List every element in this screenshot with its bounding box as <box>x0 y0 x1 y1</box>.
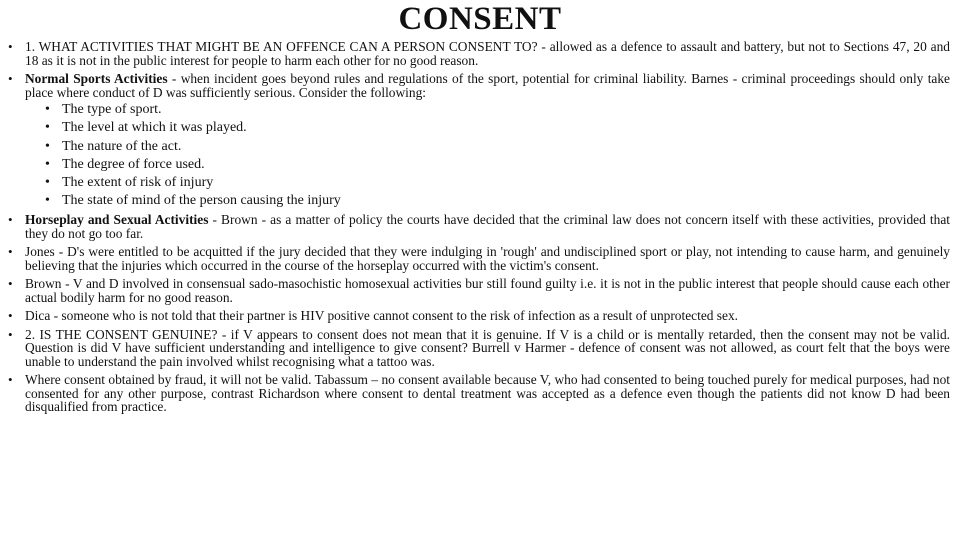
bullet-item: • Brown - V and D involved in consensual sado-masochistic homosexual activities bur still found guilty i.e. it is not in the public interest that people should cause each other actual bodily harm for no good reason. <box>8 277 950 304</box>
sub-bullet-item: • The state of mind of the person causing the injury <box>25 194 950 208</box>
sub-bullet-item: • The level at which it was played. <box>25 121 950 135</box>
sub-bullet-list <box>25 103 950 208</box>
bullet-item: • 1. WHAT ACTIVITIES THAT MIGHT BE AN OFFENCE CAN A PERSON CONSENT TO? - allowed as a defence to assault and battery, but not to Sections 47, 20 and 18 as it is not in the public interest for people to harm each other for no good reason. <box>8 40 950 67</box>
sub-bullet-item: • The extent of risk of injury <box>25 176 950 190</box>
bullet-item: • Horseplay and Sexual Activities - Brown - as a matter of policy the courts have decided that the criminal law does not concern itself with these activities, provided that they do not go too far. <box>8 213 950 240</box>
bullet-item: • Dica - someone who is not told that their partner is HIV positive cannot consent to the risk of infection as a result of unprotected sex. <box>8 309 950 323</box>
bullet-list <box>8 40 950 414</box>
bullet-item: • Normal Sports Activities - when incident goes beyond rules and regulations of the sport, potential for criminal liability. Barnes - criminal proceedings should only take place where conduct of D was sufficiently serious. Consider the following: • The type of sport. • The level at which it was played. • The nature of the act. • The degree of force used. • The extent of risk of injury • The state of mind of the person causing the injury <box>8 72 950 208</box>
slide-title: CONSENT <box>398 1 562 37</box>
sub-bullet-item: • The type of sport. <box>25 103 950 117</box>
slide-content <box>8 40 950 419</box>
bullet-item: • 2. IS THE CONSENT GENUINE? - if V appears to consent does not mean that it is genuine. If V is a child or is mentally retarded, then the consent may not be valid. Question is did V have sufficient understanding and intelligence to give consent? Burrell v Harmer - defence of consent was not allowed, as court felt that the boys were unable to understand the pain involved whilst recognising what a tattoo was. <box>8 328 950 369</box>
sub-bullet-item: • The nature of the act. <box>25 140 950 154</box>
sub-bullet-item: • The degree of force used. <box>25 158 950 172</box>
bullet-item: • Jones - D's were entitled to be acquitted if the jury decided that they were indulging in 'rough' and undisciplined sport or play, not intending to cause harm, and genuinely believing that the injuries which occurred in the course of the horseplay occurred with the victim's consent. <box>8 245 950 272</box>
bullet-item: • Where consent obtained by fraud, it will not be valid. Tabassum – no consent available because V, who had consented to being touched purely for medical purposes, had not consented for any other purpose, contrast Richardson where consent to dental treatment was accepted as a defence even though the patients did not know D had been disqualified from practice. <box>8 373 950 414</box>
